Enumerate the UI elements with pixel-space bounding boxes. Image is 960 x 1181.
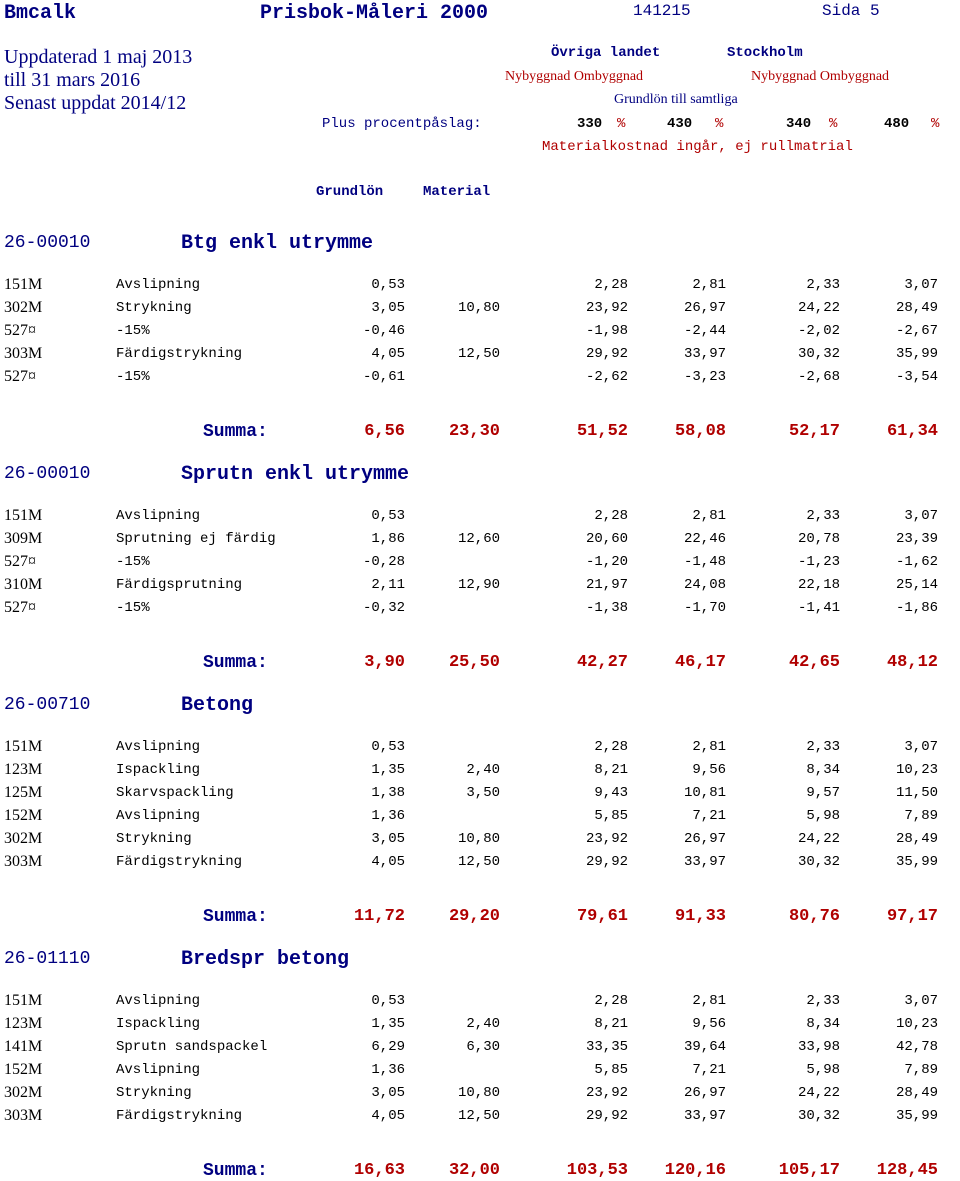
sum-value: 80,76 bbox=[788, 907, 840, 926]
item-value: 10,80 bbox=[457, 1085, 500, 1101]
item-value: 6,29 bbox=[371, 1039, 405, 1055]
item-value: -1,48 bbox=[683, 554, 726, 570]
item-value: 28,49 bbox=[895, 300, 938, 316]
item-value: -1,38 bbox=[585, 600, 628, 616]
item-value: -0,32 bbox=[362, 600, 405, 616]
item-code: 527¤ bbox=[4, 599, 36, 616]
item-value: 12,90 bbox=[457, 577, 500, 593]
item-description: -15% bbox=[116, 600, 150, 616]
sum-value: 61,34 bbox=[886, 422, 938, 441]
item-value: 12,60 bbox=[457, 531, 500, 547]
item-value: 2,40 bbox=[466, 762, 500, 778]
item-value: -0,61 bbox=[362, 369, 405, 385]
item-code: 302M bbox=[4, 299, 43, 316]
updated-line-2: till 31 mars 2016 bbox=[4, 69, 141, 91]
item-value: 2,33 bbox=[806, 508, 840, 524]
updated-line-1: Uppdaterad 1 maj 2013 bbox=[4, 46, 193, 68]
sum-value: 79,61 bbox=[576, 907, 628, 926]
item-value: 2,28 bbox=[594, 993, 628, 1009]
item-value: 0,53 bbox=[371, 277, 405, 293]
item-value: 4,05 bbox=[371, 346, 405, 362]
item-value: 5,98 bbox=[806, 1062, 840, 1078]
item-description: Avslipning bbox=[116, 277, 201, 293]
item-value: -1,41 bbox=[797, 600, 840, 616]
item-description: Avslipning bbox=[116, 1062, 201, 1078]
sum-value: 51,52 bbox=[576, 422, 628, 441]
item-value: 2,11 bbox=[371, 577, 405, 593]
item-value: 8,21 bbox=[594, 762, 628, 778]
item-value: 22,18 bbox=[797, 577, 840, 593]
item-value: 1,86 bbox=[371, 531, 405, 547]
region-other-heading: Övriga landet bbox=[551, 45, 661, 61]
item-value: 35,99 bbox=[895, 346, 938, 362]
section-code: 26-00010 bbox=[4, 464, 91, 484]
item-value: 29,92 bbox=[585, 346, 628, 362]
item-value: 7,21 bbox=[692, 1062, 726, 1078]
item-value: 1,36 bbox=[371, 1062, 405, 1078]
sum-value: 46,17 bbox=[674, 653, 726, 672]
item-value: 33,98 bbox=[797, 1039, 840, 1055]
item-value: 12,50 bbox=[457, 1108, 500, 1124]
item-value: -1,98 bbox=[585, 323, 628, 339]
markup-value: 330 bbox=[577, 116, 603, 132]
item-description: Ispackling bbox=[116, 762, 201, 778]
item-value: 42,78 bbox=[895, 1039, 938, 1055]
item-value: 5,98 bbox=[806, 808, 840, 824]
item-code: 302M bbox=[4, 830, 43, 847]
item-description: Färdigstrykning bbox=[116, 346, 243, 362]
sum-value: 3,90 bbox=[364, 653, 405, 672]
item-value: -3,23 bbox=[683, 369, 726, 385]
markup-value: 340 bbox=[786, 116, 812, 132]
item-value: 28,49 bbox=[895, 831, 938, 847]
item-description: Strykning bbox=[116, 300, 192, 316]
item-description: Avslipning bbox=[116, 993, 201, 1009]
item-value: 7,21 bbox=[692, 808, 726, 824]
item-code: 309M bbox=[4, 530, 43, 547]
item-value: 29,92 bbox=[585, 1108, 628, 1124]
item-value: 3,07 bbox=[904, 508, 938, 524]
item-description: -15% bbox=[116, 554, 150, 570]
percent-sign: % bbox=[931, 116, 940, 132]
item-value: 12,50 bbox=[457, 854, 500, 870]
item-value: 28,49 bbox=[895, 1085, 938, 1101]
item-value: 33,97 bbox=[683, 854, 726, 870]
item-value: 35,99 bbox=[895, 1108, 938, 1124]
sum-value: 25,50 bbox=[448, 653, 500, 672]
percent-sign: % bbox=[715, 116, 724, 132]
section-title: Sprutn enkl utrymme bbox=[181, 463, 410, 486]
item-value: 24,22 bbox=[797, 1085, 840, 1101]
item-value: 9,57 bbox=[806, 785, 840, 801]
item-value: 2,81 bbox=[692, 277, 726, 293]
item-value: -0,28 bbox=[362, 554, 405, 570]
sum-value: 29,20 bbox=[448, 907, 500, 926]
markup-value: 430 bbox=[667, 116, 693, 132]
sum-value: 58,08 bbox=[674, 422, 726, 441]
item-value: 30,32 bbox=[797, 854, 840, 870]
item-description: -15% bbox=[116, 369, 150, 385]
item-value: 2,81 bbox=[692, 739, 726, 755]
item-code: 151M bbox=[4, 276, 43, 293]
item-value: 24,22 bbox=[797, 300, 840, 316]
item-code: 527¤ bbox=[4, 553, 36, 570]
item-value: 8,34 bbox=[806, 762, 840, 778]
item-value: 21,97 bbox=[585, 577, 628, 593]
item-description: Skarvspackling bbox=[116, 785, 234, 801]
item-value: 23,92 bbox=[585, 300, 628, 316]
sum-label: Summa: bbox=[203, 422, 268, 442]
sum-value: 16,63 bbox=[353, 1161, 405, 1180]
item-code: 527¤ bbox=[4, 368, 36, 385]
item-description: Avslipning bbox=[116, 508, 201, 524]
sum-value: 103,53 bbox=[566, 1161, 628, 1180]
sum-value: 42,65 bbox=[788, 653, 840, 672]
item-value: 23,39 bbox=[895, 531, 938, 547]
item-value: 0,53 bbox=[371, 508, 405, 524]
item-value: -2,67 bbox=[895, 323, 938, 339]
item-description: -15% bbox=[116, 323, 150, 339]
percent-sign: % bbox=[617, 116, 626, 132]
item-value: 23,92 bbox=[585, 831, 628, 847]
sum-value: 48,12 bbox=[886, 653, 938, 672]
item-code: 125M bbox=[4, 784, 43, 801]
item-code: 151M bbox=[4, 738, 43, 755]
item-value: 22,46 bbox=[683, 531, 726, 547]
item-value: 20,60 bbox=[585, 531, 628, 547]
document-title: Prisbok-Måleri 2000 bbox=[260, 2, 489, 25]
item-value: 26,97 bbox=[683, 1085, 726, 1101]
item-value: 1,38 bbox=[371, 785, 405, 801]
item-code: 310M bbox=[4, 576, 43, 593]
item-value: 6,30 bbox=[466, 1039, 500, 1055]
sum-value: 6,56 bbox=[364, 422, 405, 441]
item-value: 30,32 bbox=[797, 1108, 840, 1124]
item-value: 39,64 bbox=[683, 1039, 726, 1055]
item-value: 2,40 bbox=[466, 1016, 500, 1032]
sum-value: 128,45 bbox=[876, 1161, 938, 1180]
region-stockholm-heading: Stockholm bbox=[727, 45, 803, 61]
item-description: Strykning bbox=[116, 831, 192, 847]
item-value: 20,78 bbox=[797, 531, 840, 547]
sum-value: 32,00 bbox=[448, 1161, 500, 1180]
item-value: 30,32 bbox=[797, 346, 840, 362]
item-value: 10,80 bbox=[457, 831, 500, 847]
item-value: 9,56 bbox=[692, 1016, 726, 1032]
item-code: 123M bbox=[4, 1015, 43, 1032]
column-header-wage: Grundlön bbox=[316, 184, 384, 200]
item-value: 3,07 bbox=[904, 277, 938, 293]
item-value: 33,97 bbox=[683, 346, 726, 362]
item-value: 3,05 bbox=[371, 1085, 405, 1101]
item-value: 33,97 bbox=[683, 1108, 726, 1124]
sum-value: 52,17 bbox=[788, 422, 840, 441]
item-description: Ispackling bbox=[116, 1016, 201, 1032]
item-code: 152M bbox=[4, 807, 43, 824]
item-value: 8,21 bbox=[594, 1016, 628, 1032]
item-value: -2,44 bbox=[683, 323, 726, 339]
item-value: -1,20 bbox=[585, 554, 628, 570]
item-value: 26,97 bbox=[683, 300, 726, 316]
item-value: 7,89 bbox=[904, 808, 938, 824]
item-value: 2,33 bbox=[806, 277, 840, 293]
item-value: -1,23 bbox=[797, 554, 840, 570]
item-description: Strykning bbox=[116, 1085, 192, 1101]
item-value: 5,85 bbox=[594, 1062, 628, 1078]
item-value: -2,62 bbox=[585, 369, 628, 385]
item-code: 123M bbox=[4, 761, 43, 778]
item-value: 12,50 bbox=[457, 346, 500, 362]
markup-value: 480 bbox=[884, 116, 910, 132]
sum-label: Summa: bbox=[203, 653, 268, 673]
item-value: 2,81 bbox=[692, 993, 726, 1009]
item-description: Färdigstrykning bbox=[116, 1108, 243, 1124]
section-code: 26-00710 bbox=[4, 695, 91, 715]
item-value: 2,28 bbox=[594, 739, 628, 755]
sum-value: 120,16 bbox=[664, 1161, 726, 1180]
item-value: 35,99 bbox=[895, 854, 938, 870]
item-value: 7,89 bbox=[904, 1062, 938, 1078]
item-value: 0,53 bbox=[371, 739, 405, 755]
region-other-types: Nybyggnad Ombyggnad bbox=[505, 69, 644, 84]
sum-value: 91,33 bbox=[674, 907, 726, 926]
item-value: 24,22 bbox=[797, 831, 840, 847]
item-value: 1,35 bbox=[371, 1016, 405, 1032]
wage-basis-note: Grundlön till samtliga bbox=[614, 92, 738, 107]
item-value: 3,05 bbox=[371, 300, 405, 316]
item-value: 1,35 bbox=[371, 762, 405, 778]
item-value: 4,05 bbox=[371, 854, 405, 870]
item-value: 11,50 bbox=[895, 785, 938, 801]
item-value: 3,50 bbox=[466, 785, 500, 801]
item-code: 303M bbox=[4, 345, 43, 362]
item-code: 152M bbox=[4, 1061, 43, 1078]
item-code: 141M bbox=[4, 1038, 43, 1055]
sum-value: 105,17 bbox=[778, 1161, 840, 1180]
item-value: -2,02 bbox=[797, 323, 840, 339]
markup-label: Plus procentpåslag: bbox=[322, 116, 482, 132]
item-value: -1,70 bbox=[683, 600, 726, 616]
sum-value: 42,27 bbox=[576, 653, 628, 672]
item-value: 9,56 bbox=[692, 762, 726, 778]
item-value: -1,86 bbox=[895, 600, 938, 616]
item-value: -3,54 bbox=[895, 369, 938, 385]
item-value: 10,23 bbox=[895, 1016, 938, 1032]
item-description: Avslipning bbox=[116, 739, 201, 755]
item-value: 26,97 bbox=[683, 831, 726, 847]
item-code: 302M bbox=[4, 1084, 43, 1101]
brand-name: Bmcalk bbox=[4, 2, 77, 25]
item-value: 23,92 bbox=[585, 1085, 628, 1101]
item-value: 1,36 bbox=[371, 808, 405, 824]
item-value: 4,05 bbox=[371, 1108, 405, 1124]
item-value: 2,81 bbox=[692, 508, 726, 524]
item-value: -1,62 bbox=[895, 554, 938, 570]
item-value: 5,85 bbox=[594, 808, 628, 824]
section-title: Btg enkl utrymme bbox=[181, 232, 374, 255]
item-value: 33,35 bbox=[585, 1039, 628, 1055]
section-code: 26-01110 bbox=[4, 949, 91, 969]
section-code: 26-00010 bbox=[4, 233, 91, 253]
item-value: -2,68 bbox=[797, 369, 840, 385]
sum-value: 11,72 bbox=[353, 907, 405, 926]
item-value: 10,81 bbox=[683, 785, 726, 801]
item-description: Färdigsprutning bbox=[116, 577, 243, 593]
updated-line-3: Senast uppdat 2014/12 bbox=[4, 92, 187, 114]
item-value: 9,43 bbox=[594, 785, 628, 801]
document-number: 141215 bbox=[633, 2, 691, 20]
sum-label: Summa: bbox=[203, 1161, 268, 1181]
page-number: Sida 5 bbox=[822, 2, 880, 20]
item-value: 10,80 bbox=[457, 300, 500, 316]
item-description: Sprutning ej färdig bbox=[116, 531, 276, 547]
material-cost-note: Materialkostnad ingår, ej rullmatrial bbox=[542, 139, 853, 155]
item-value: 3,05 bbox=[371, 831, 405, 847]
item-value: 0,53 bbox=[371, 993, 405, 1009]
item-value: 25,14 bbox=[895, 577, 938, 593]
sum-value: 97,17 bbox=[886, 907, 938, 926]
item-value: 3,07 bbox=[904, 739, 938, 755]
item-value: 10,23 bbox=[895, 762, 938, 778]
column-header-material: Material bbox=[423, 184, 491, 200]
item-description: Avslipning bbox=[116, 808, 201, 824]
item-value: -0,46 bbox=[362, 323, 405, 339]
section-title: Bredspr betong bbox=[181, 948, 350, 971]
item-code: 151M bbox=[4, 507, 43, 524]
item-code: 303M bbox=[4, 853, 43, 870]
item-code: 527¤ bbox=[4, 322, 36, 339]
item-description: Sprutn sandspackel bbox=[116, 1039, 268, 1055]
percent-sign: % bbox=[829, 116, 838, 132]
item-value: 2,28 bbox=[594, 277, 628, 293]
region-stockholm-types: Nybyggnad Ombyggnad bbox=[751, 69, 890, 84]
item-value: 8,34 bbox=[806, 1016, 840, 1032]
item-code: 151M bbox=[4, 992, 43, 1009]
sum-label: Summa: bbox=[203, 907, 268, 927]
item-value: 2,28 bbox=[594, 508, 628, 524]
sum-value: 23,30 bbox=[448, 422, 500, 441]
section-title: Betong bbox=[181, 694, 254, 717]
item-value: 2,33 bbox=[806, 739, 840, 755]
item-value: 24,08 bbox=[683, 577, 726, 593]
item-value: 3,07 bbox=[904, 993, 938, 1009]
item-value: 2,33 bbox=[806, 993, 840, 1009]
item-description: Färdigstrykning bbox=[116, 854, 243, 870]
item-code: 303M bbox=[4, 1107, 43, 1124]
item-value: 29,92 bbox=[585, 854, 628, 870]
